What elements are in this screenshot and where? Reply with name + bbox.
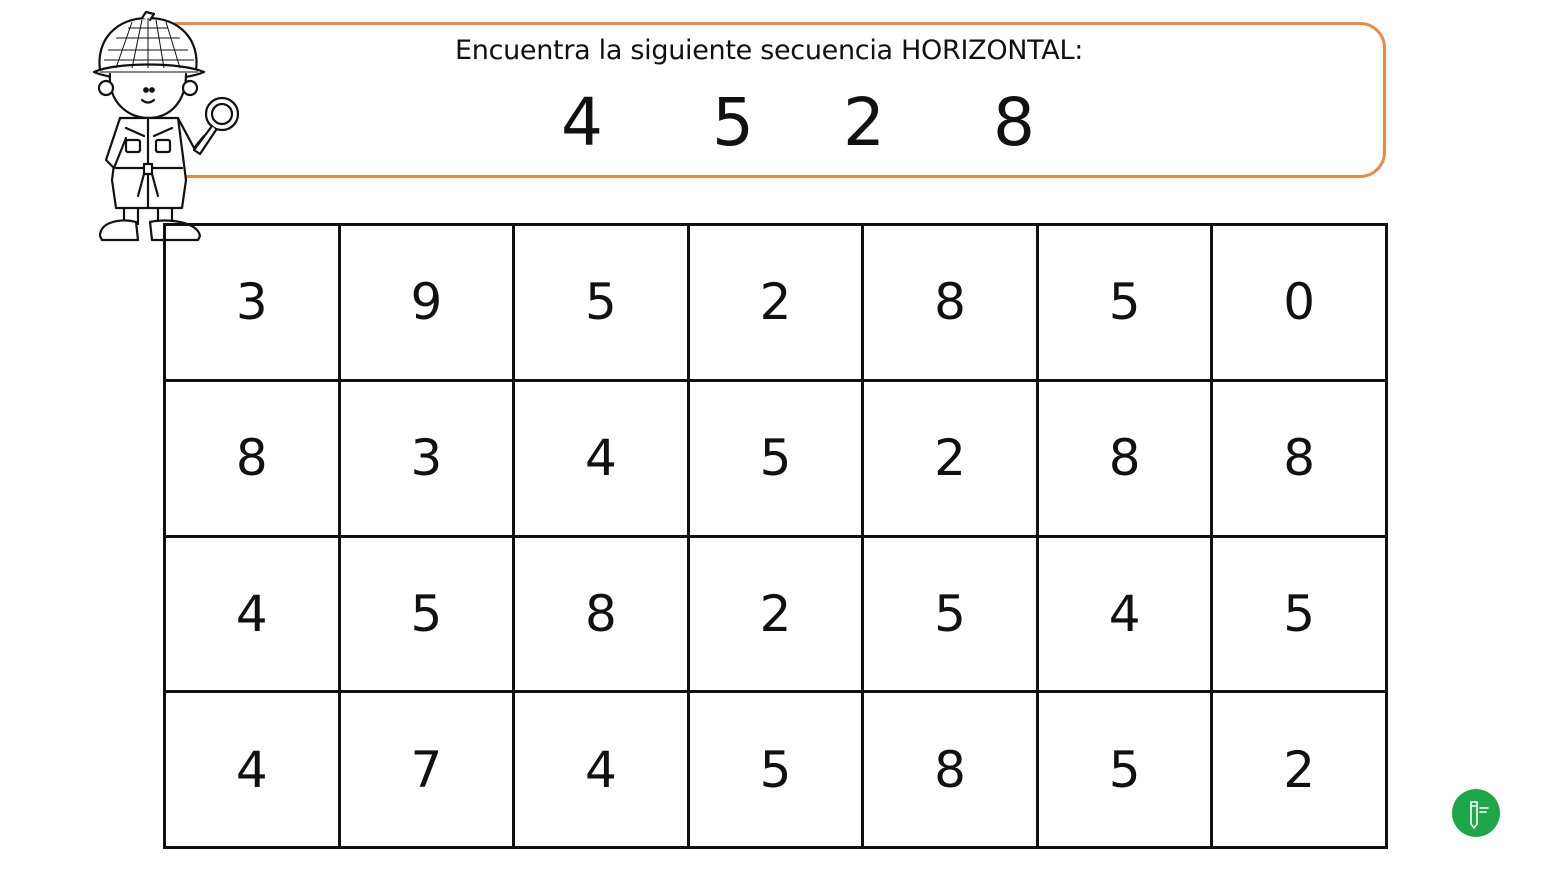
number-grid — [163, 223, 1388, 849]
sequence-digit-2: 5 — [712, 84, 754, 161]
grid-cell[interactable]: 5 — [514, 225, 689, 381]
grid-cell[interactable]: 8 — [1212, 380, 1387, 536]
target-sequence — [155, 83, 1383, 163]
grid-cell[interactable]: 4 — [514, 692, 689, 848]
grid-row — [165, 692, 1387, 848]
sequence-digit-4: 8 — [993, 84, 1035, 161]
detective-icon — [86, 10, 246, 250]
grid-cell[interactable]: 5 — [1037, 692, 1212, 848]
grid-cell[interactable]: 8 — [863, 692, 1038, 848]
grid-cell[interactable]: 2 — [688, 225, 863, 381]
grid-cell[interactable]: 5 — [1037, 225, 1212, 381]
grid-cell[interactable]: 3 — [339, 380, 514, 536]
grid-cell[interactable]: 8 — [1037, 380, 1212, 536]
grid-cell[interactable]: 5 — [1212, 536, 1387, 692]
grid-cell[interactable]: 5 — [688, 692, 863, 848]
grid-cell[interactable]: 9 — [339, 225, 514, 381]
grid-cell[interactable]: 7 — [339, 692, 514, 848]
grid-cell[interactable]: 2 — [688, 536, 863, 692]
grid-cell[interactable]: 5 — [688, 380, 863, 536]
instruction-text: Encuentra la siguiente secuencia HORIZONTAL: — [455, 35, 1083, 66]
grid-row — [165, 225, 1387, 381]
grid-cell[interactable]: 5 — [339, 536, 514, 692]
grid-cell[interactable]: 2 — [1212, 692, 1387, 848]
grid-cell[interactable]: 8 — [165, 380, 340, 536]
brand-logo-icon — [1452, 789, 1500, 837]
grid-cell[interactable]: 2 — [863, 380, 1038, 536]
grid-cell[interactable]: 5 — [863, 536, 1038, 692]
grid-cell[interactable]: 0 — [1212, 225, 1387, 381]
grid-cell[interactable]: 4 — [514, 380, 689, 536]
grid-row — [165, 380, 1387, 536]
grid-cell[interactable]: 4 — [165, 692, 340, 848]
grid-cell[interactable]: 4 — [1037, 536, 1212, 692]
pencil-icon — [1461, 796, 1491, 830]
grid-cell[interactable]: 3 — [165, 225, 340, 381]
grid-row — [165, 536, 1387, 692]
sequence-digit-3: 2 — [843, 84, 885, 161]
grid-cell[interactable]: 8 — [863, 225, 1038, 381]
grid-cell[interactable]: 8 — [514, 536, 689, 692]
sequence-digit-1: 4 — [561, 84, 603, 161]
grid-cell[interactable]: 4 — [165, 536, 340, 692]
instruction-box — [152, 22, 1386, 178]
